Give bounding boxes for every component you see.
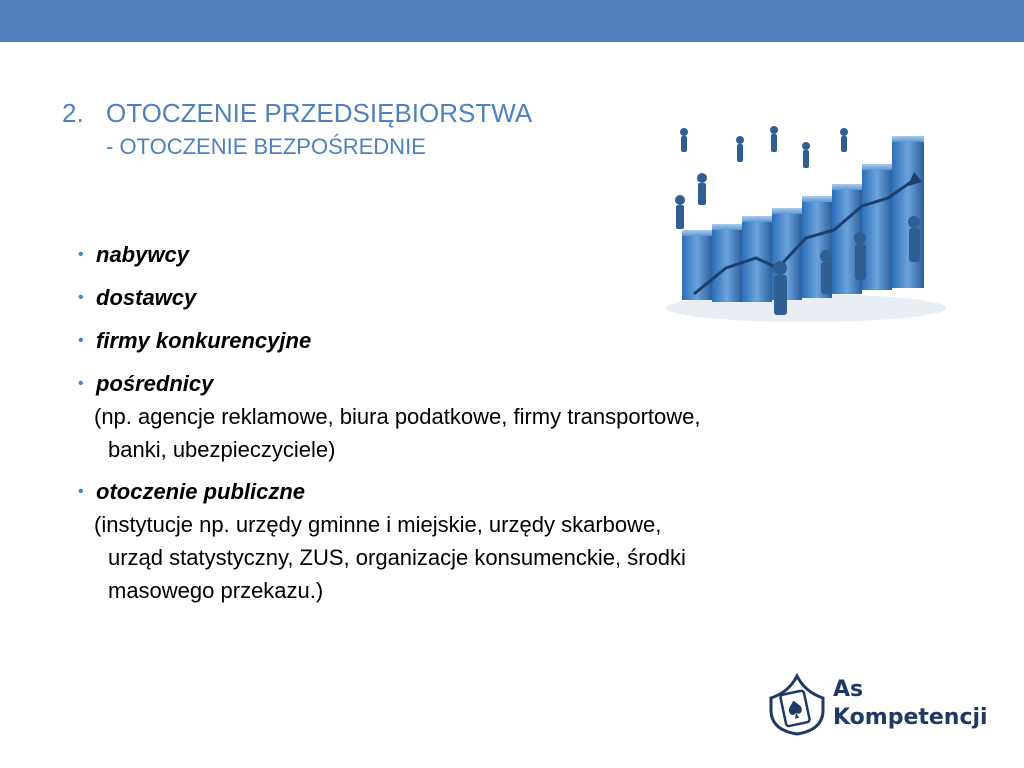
title-subtitle: - OTOCZENIE BEZPOŚREDNIE — [106, 134, 426, 159]
top-accent-bar — [0, 0, 1024, 42]
title-number: 2. — [62, 98, 84, 128]
bullet-list — [78, 238, 898, 616]
list-item: • nabywcy — [78, 242, 189, 267]
logo-line2: Kompetencji — [833, 705, 988, 730]
logo — [765, 672, 995, 742]
list-item: • pośrednicy (np. agencje reklamowe, biura podatkowe, firmy transportowe, banki, ubezpieczyciele) — [78, 367, 898, 466]
bullet-description: (instytucje np. urzędy gminne i miejskie, urzędy skarbowe, urząd statystyczny, ZUS, organizacje konsumenckie, środki masowego przekazu.) — [94, 512, 686, 603]
bullet-label: dostawcy — [96, 285, 197, 310]
list-item: • otoczenie publiczne (instytucje np. urzędy gminne i miejskie, urzędy skarbowe, urząd statystyczny, ZUS, organizacje konsumenckie, środki masowego przekazu.) — [78, 475, 898, 607]
bullet-description: (np. agencje reklamowe, biura podatkowe, firmy transportowe, banki, ubezpieczyciele) — [94, 404, 701, 462]
slide-title — [62, 96, 662, 162]
title-main: OTOCZENIE PRZEDSIĘBIORSTWA — [106, 98, 533, 128]
spade-card-icon — [765, 672, 829, 738]
bullet-label: firmy konkurencyjne — [96, 328, 312, 353]
bullet-label: nabywcy — [96, 242, 189, 267]
list-item: • firmy konkurencyjne — [78, 328, 312, 353]
logo-line1: As — [833, 677, 864, 702]
list-item: • dostawcy — [78, 285, 197, 310]
bullet-label: otoczenie publiczne — [96, 479, 306, 504]
bullet-label: pośrednicy — [96, 371, 214, 396]
